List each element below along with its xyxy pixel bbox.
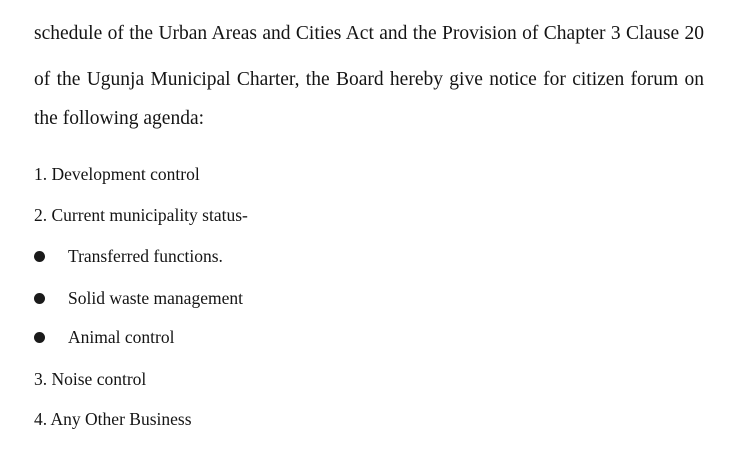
bullet-text: Transferred functions.: [68, 246, 223, 266]
bullet-icon: [34, 332, 45, 343]
paragraph-line-1: schedule of the Urban Areas and Cities Act and the Provision of Chapter 3 Clause 20: [34, 23, 704, 44]
bullet-text: Solid waste management: [68, 288, 243, 308]
paragraph-line-2: of the Ugunja Municipal Charter, the Board hereby give notice for citizen forum on: [34, 69, 704, 90]
agenda-item-4: 4. Any Other Business: [34, 409, 192, 429]
bullet-text: Animal control: [68, 327, 175, 347]
agenda-item-3: 3. Noise control: [34, 369, 147, 389]
bullet-icon: [34, 293, 45, 304]
bullet-icon: [34, 251, 45, 262]
paragraph-line-3: the following agenda:: [34, 108, 205, 129]
agenda-item-2: 2. Current municipality status-: [34, 205, 248, 225]
agenda-item-1: 1. Development control: [34, 164, 200, 184]
